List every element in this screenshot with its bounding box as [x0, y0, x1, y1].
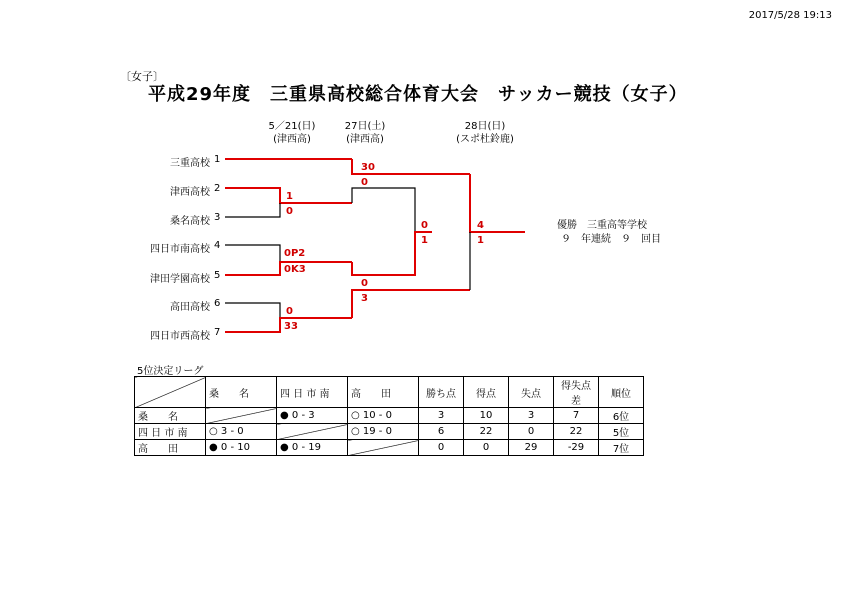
match-result: ● 0 - 10 — [206, 440, 277, 456]
table-row — [135, 408, 644, 424]
team-seed: 1 — [214, 154, 221, 165]
match-result: ● 0 - 3 — [277, 408, 348, 424]
team-name: 三重高校 — [170, 158, 210, 169]
row-team-name: 高 田 — [135, 440, 206, 456]
bracket-line — [352, 188, 415, 232]
goal-diff-cell: -29 — [554, 440, 599, 456]
goals-against-cell: 3 — [509, 408, 554, 424]
column-header: 四 日 市 南 — [277, 377, 348, 408]
match-result: ○ 3 - 0 — [206, 424, 277, 440]
team-name: 四日市南高校 — [150, 244, 210, 255]
column-header: 得失点差 — [554, 377, 599, 408]
row-team-name: 桑 名 — [135, 408, 206, 424]
team-name: 桑名高校 — [170, 216, 210, 227]
points-cell: 0 — [419, 440, 464, 456]
round1-venue: (津西高) — [273, 134, 311, 145]
bracket-line — [225, 245, 280, 262]
bracket-line — [225, 203, 280, 217]
team-seed: 6 — [214, 298, 221, 309]
score-sf1-top: 30 — [361, 162, 375, 173]
round2-venue: (津西高) — [346, 134, 384, 145]
score-r1-team2: 1 — [286, 191, 293, 202]
goal-diff-cell: 22 — [554, 424, 599, 440]
score-sf3-bottom: 1 — [421, 235, 428, 246]
team-seed: 7 — [214, 327, 221, 338]
column-header: 勝ち点 — [419, 377, 464, 408]
team-name: 津田学園高校 — [150, 274, 210, 285]
page-title: 平成29年度 三重県高校総合体育大会 サッカー競技（女子） — [148, 84, 688, 105]
column-header: 高 田 — [348, 377, 419, 408]
score-sf1-bottom: 0 — [361, 177, 368, 188]
bracket-line — [352, 232, 432, 275]
score-r1-team3: 0 — [286, 206, 293, 217]
goals-for-cell: 10 — [464, 408, 509, 424]
category-label: 〔女子〕 — [120, 70, 164, 83]
round1-date: 5／21(日) — [268, 121, 316, 132]
self-match-cell — [206, 408, 277, 424]
match-result: ● 0 - 19 — [277, 440, 348, 456]
points-cell: 3 — [419, 408, 464, 424]
column-header: 得点 — [464, 377, 509, 408]
score-r1-team7: 33 — [284, 321, 298, 332]
bracket-line — [225, 303, 280, 318]
goals-against-cell: 29 — [509, 440, 554, 456]
final-date: 28日(日) — [464, 121, 506, 132]
goals-for-cell: 0 — [464, 440, 509, 456]
score-sf2-bottom: 3 — [361, 293, 368, 304]
team-name: 四日市西高校 — [150, 331, 210, 342]
row-team-name: 四 日 市 南 — [135, 424, 206, 440]
round2-date: 27日(土) — [344, 121, 386, 132]
champion-info — [557, 219, 661, 247]
goal-diff-cell: 7 — [554, 408, 599, 424]
self-match-cell — [277, 424, 348, 440]
score-sf2-top: 0 — [361, 278, 368, 289]
column-header: 桑 名 — [206, 377, 277, 408]
timestamp: 2017/5/28 19:13 — [748, 10, 832, 21]
goals-for-cell: 22 — [464, 424, 509, 440]
final-venue: (スポ杜鈴鹿) — [456, 134, 514, 145]
team-seed: 5 — [214, 270, 221, 281]
points-cell: 6 — [419, 424, 464, 440]
match-result: ○ 19 - 0 — [348, 424, 419, 440]
score-final-top: 4 — [477, 220, 484, 231]
bracket-line — [352, 290, 470, 318]
score-r1-team6: 0 — [286, 306, 293, 317]
table-corner — [135, 377, 206, 408]
team-seed: 4 — [214, 240, 221, 251]
table-row — [135, 440, 644, 456]
goals-against-cell: 0 — [509, 424, 554, 440]
rank-cell: 7位 — [599, 440, 644, 456]
team-seed: 2 — [214, 183, 221, 194]
table-header-row — [135, 377, 644, 408]
rank-cell: 6位 — [599, 408, 644, 424]
team-name: 高田高校 — [170, 302, 210, 313]
match-result: ○ 10 - 0 — [348, 408, 419, 424]
champion-line: 優勝 三重高等学校 — [557, 220, 647, 231]
column-header: 失点 — [509, 377, 554, 408]
rank-cell: 5位 — [599, 424, 644, 440]
score-r1-team5: 0K3 — [284, 264, 306, 275]
league-title: 5位決定リーグ — [137, 366, 204, 377]
self-match-cell — [348, 440, 419, 456]
team-seed: 3 — [214, 212, 221, 223]
table-row — [135, 424, 644, 440]
score-sf3-top: 0 — [421, 220, 428, 231]
score-final-bottom: 1 — [477, 235, 484, 246]
league-table — [134, 376, 644, 456]
column-header: 順位 — [599, 377, 644, 408]
champion-streak: ９ 年連続 ９ 回目 — [561, 234, 661, 245]
team-name: 津西高校 — [170, 187, 210, 198]
score-r1-team4: 0P2 — [284, 248, 306, 259]
